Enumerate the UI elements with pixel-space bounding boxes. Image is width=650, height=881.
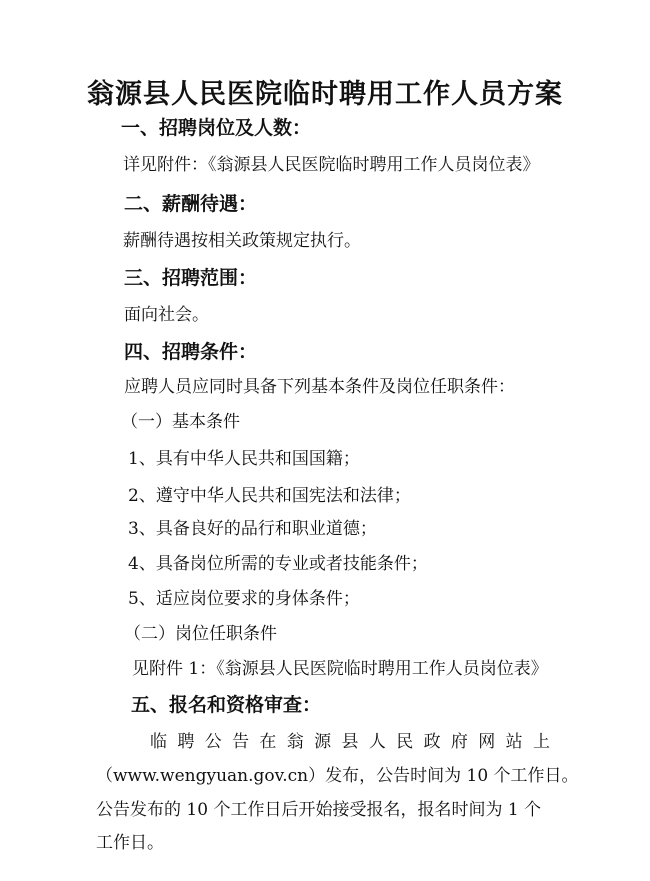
document-title: 翁源县人民医院临时聘用工作人员方案 (87, 79, 563, 110)
section-5-line: （www.wengyuan.gov.cn）发布，公告时间为 10 个工作日。 (96, 766, 579, 786)
section-1-text: 详见附件：《翁源县人民医院临时聘用工作人员岗位表》 (123, 155, 540, 175)
section-3-text: 面向社会。 (124, 305, 209, 325)
section-5-line: 工作日。 (96, 833, 164, 853)
section-5-line: 公告发布的 10 个工作日后开始接受报名，报名时间为 1 个 (96, 800, 542, 820)
section-4-sub2-text: 见附件 1：《翁源县人民医院临时聘用工作人员岗位表》 (132, 659, 548, 679)
condition-item: 4、具备岗位所需的专业或者技能条件； (128, 554, 428, 574)
condition-item: 1、具有中华人民共和国国籍； (128, 449, 360, 469)
condition-item: 3、具备良好的品行和职业道德； (128, 519, 377, 539)
condition-item: 2、遵守中华人民共和国宪法和法律； (128, 486, 411, 506)
section-4-heading: 四、招聘条件： (124, 341, 258, 363)
section-5-heading: 五、报名和资格审查： (131, 694, 322, 716)
section-4-intro: 应聘人员应同时具备下列基本条件及岗位任职条件： (124, 377, 515, 397)
section-3-heading: 三、招聘范围： (124, 267, 258, 289)
section-1-heading: 一、招聘岗位及人数： (121, 117, 312, 139)
section-2-heading: 二、薪酬待遇： (124, 193, 258, 215)
section-4-sub2: （二）岗位任职条件 (124, 624, 277, 644)
section-2-text: 薪酬待遇按相关政策规定执行。 (123, 231, 361, 251)
section-4-sub1: （一）基本条件 (121, 412, 240, 432)
section-5-line: 临聘公告在翁源县人民政府网站上 (150, 732, 552, 752)
condition-item: 5、适应岗位要求的身体条件； (128, 589, 360, 609)
